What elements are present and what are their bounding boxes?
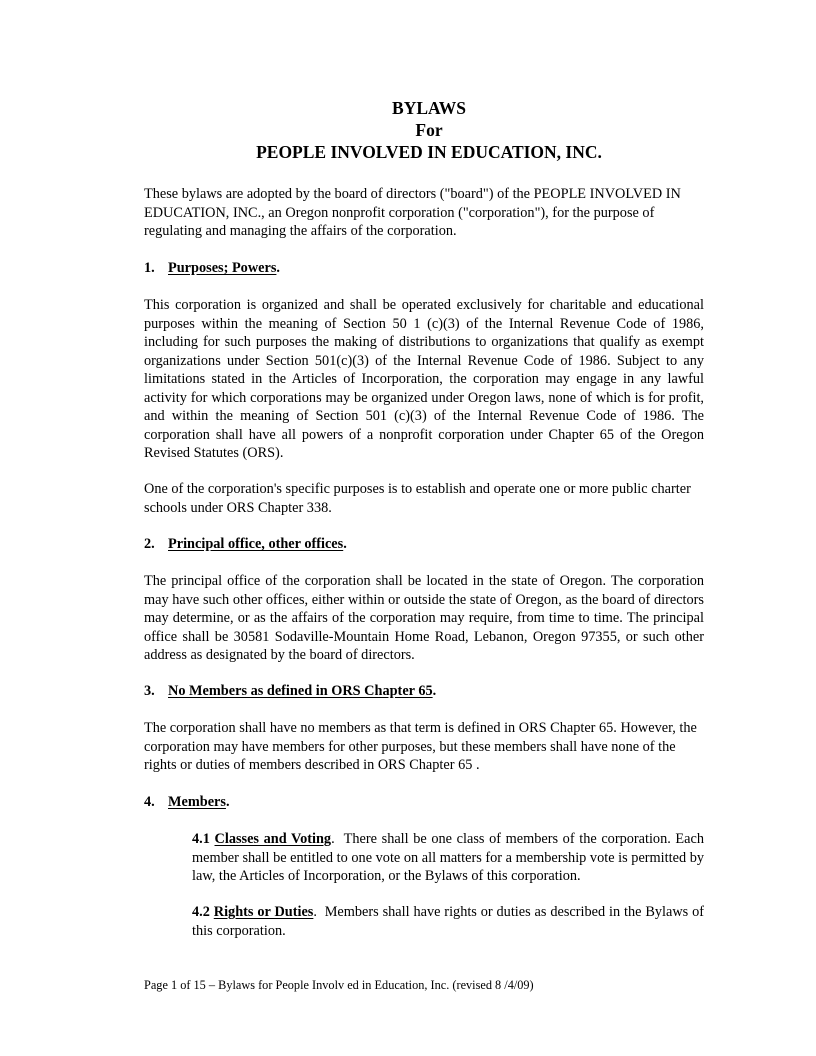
- section-title: Members: [168, 794, 226, 810]
- subsection-number: 4.1: [192, 831, 210, 847]
- section-1-paragraph-2: One of the corporation's specific purposes is to establish and operate one or more public charter schools under ORS Chapter 338.: [144, 481, 691, 516]
- subsection-4-1: 4.1 Classes and Voting. There shall be one class of members of the corporation. Each member shall be entitled to one vote on all matters for a membership vote is permitted by law, the Articles of Incorporation, or the Bylaws of this corporation.: [192, 831, 705, 884]
- section-3-heading: 3. No Members as defined in ORS Chapter 65.: [144, 683, 437, 699]
- section-title: Purposes; Powers: [168, 260, 277, 276]
- intro-paragraph: These bylaws are adopted by the board of directors ("board") of the PEOPLE INVOLVED IN EDUCATION, INC., an Oregon nonprofit corporation ("corporation"), for the purpose of regulating and managing the affairs of the corporation.: [144, 186, 681, 239]
- title-line-organization: PEOPLE INVOLVED IN EDUCATION, INC.: [256, 142, 602, 162]
- section-number: 4.: [144, 794, 155, 810]
- subsection-number: 4.2: [192, 904, 210, 920]
- section-number: 2.: [144, 536, 155, 552]
- section-title: No Members as defined in ORS Chapter 65: [168, 683, 433, 699]
- subsection-4-2: 4.2 Rights or Duties. Members shall have rights or duties as described in the Bylaws of this corporation.: [192, 904, 704, 939]
- title-line-bylaws: BYLAWS: [392, 98, 466, 118]
- section-number: 3.: [144, 683, 155, 699]
- subsection-title: Rights or Duties: [213, 904, 314, 920]
- page-footer: Page 1 of 15 – Bylaws for People Involv ed in Education, Inc. (revised 8 /4/09): [144, 978, 534, 992]
- document-title: [0, 97, 816, 163]
- section-1-heading: 1. Purposes; Powers.: [144, 260, 280, 276]
- title-line-for: For: [415, 120, 443, 140]
- section-3-paragraph-1: The corporation shall have no members as that term is defined in ORS Chapter 65. However, the corporation may have members for other purposes, but these members shall have none of the rights or duties of members described in ORS Chapter 65 .: [144, 720, 697, 773]
- subsection-text: Members shall have rights or duties as described in the Bylaws of this corporation.: [192, 904, 704, 939]
- section-2-paragraph-1: The principal office of the corporation shall be located in the state of Oregon. The corporation may have such other offices, either within or outside the state of Oregon, as the board of directors may determine, or as the affairs of the corporation may require, from time to time. The principal office shall be 30581 Sodaville-Mountain Home Road, Lebanon, Oregon 97355, or such other address as designated by the board of directors.: [144, 573, 704, 663]
- section-2-heading: 2. Principal office, other offices.: [144, 536, 347, 552]
- subsection-text: There shall be one class of members of the corporation. Each member shall be entitled to one vote on all matters for a membership vote is permitted by law, the Articles of Incorporation, or the Bylaws of this corporation.: [192, 831, 705, 884]
- section-1-paragraph-1: This corporation is organized and shall be operated exclusively for charitable and educational purposes within the meaning of Section 50 1 (c)(3) of the Internal Revenue Code of 1986, including for such purposes the making of distributions to organizations that qualify as exempt organizations under Section 501(c)(3) of the Internal Revenue Code of 1986. Subject to any limitations stated in the Articles of Incorporation, the corporation may engage in any lawful activity for which corporations may be organized under Oregon laws, none of which is for profit, and within the meaning of Section 501 (c)(3) of the Internal Revenue Code of 1986. The corporation shall have all powers of a nonprofit corporation under Chapter 65 of the Oregon Revised Statutes (ORS).: [144, 297, 704, 461]
- section-4-heading: 4. Members.: [144, 794, 230, 810]
- section-title: Principal office, other offices: [168, 536, 344, 552]
- section-number: 1.: [144, 260, 155, 276]
- subsection-title: Classes and Voting: [214, 831, 332, 847]
